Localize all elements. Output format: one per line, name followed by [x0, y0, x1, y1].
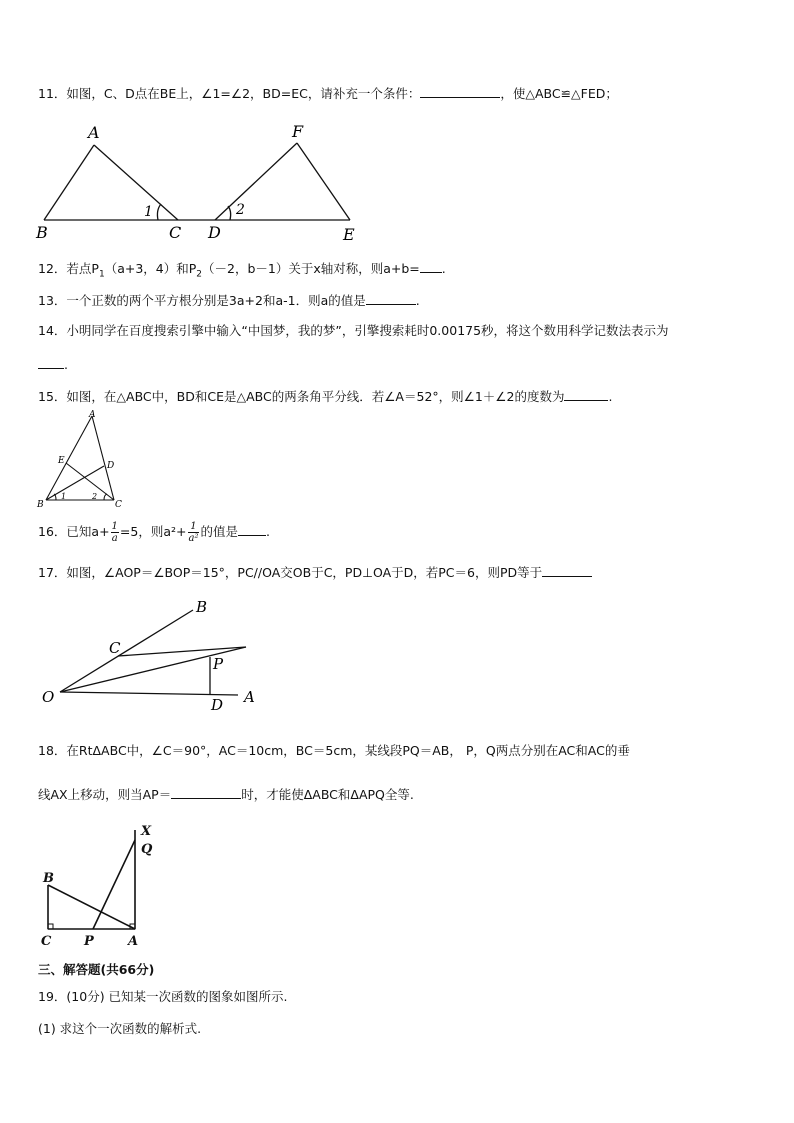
q11-figure: [30, 120, 370, 245]
section-3-title-text: 三、解答题(共66分): [38, 962, 155, 977]
q19-sub1: [38, 1020, 201, 1038]
q18-figure: [38, 822, 158, 952]
q11-answer-blank[interactable]: [420, 83, 500, 98]
q16-answer-blank[interactable]: [238, 521, 266, 536]
q18-stem-line1: 18．在RtΔABC中，∠C＝90°，AC＝10cm，BC＝5cm，某线段PQ＝AB， P，Q两点分别在AC和AC的垂: [38, 743, 630, 758]
q15-angle-1: 1: [61, 492, 67, 501]
section-3-title: [38, 961, 154, 979]
q13-answer-blank[interactable]: [366, 290, 416, 305]
q15-label-A: A: [89, 410, 96, 420]
q16-fraction-2: [188, 521, 200, 544]
q18-label-C: C: [41, 934, 52, 949]
q19-stem: 19．(10分) 已知某一次函数的图象如图所示.: [38, 989, 288, 1004]
q17-label-A: A: [244, 688, 255, 706]
q14-text-line2: [38, 354, 68, 374]
q14-stem: 14．小明同学在百度搜索引擎中输入“中国梦，我的梦”，引擎搜索耗时0.00175秒，将这个数用科学记数法表示为: [38, 323, 669, 338]
q15-label-E: E: [58, 456, 65, 466]
q15-angle-2: 2: [92, 492, 98, 501]
q17-label-D: D: [211, 696, 224, 714]
q13-text: [38, 290, 420, 310]
q17-label-B: B: [196, 598, 208, 616]
q11-angle-2: 2: [236, 202, 245, 218]
q15-end: .: [608, 389, 613, 404]
q18-text: [38, 742, 630, 760]
q17-figure: [38, 595, 278, 720]
q11-label-E: E: [343, 225, 355, 244]
q13-stem: 13．一个正数的两个平方根分别是3a+2和a-1．则a的值是: [38, 293, 366, 308]
q11-label-A: A: [88, 123, 100, 142]
q12-text: [38, 258, 446, 284]
q12-sub2: 2: [196, 269, 202, 280]
q11-label-C: C: [169, 223, 182, 242]
q15-answer-blank[interactable]: [564, 386, 608, 401]
q12-mid: （a+3，4）和P: [104, 261, 197, 276]
q13-end: .: [415, 293, 420, 308]
q16-text: [38, 520, 270, 544]
q14-answer-blank[interactable]: [38, 354, 64, 369]
q17-label-O: O: [42, 688, 55, 706]
q17-stem: 17．如图，∠AOP＝∠BOP＝15°，PC//OA交OB于C，PD⊥OA于D，若PC＝6，则PD等于: [38, 565, 543, 580]
q16-frac2-den: a²: [188, 533, 199, 544]
q19-sub1-text: (1) 求这个一次函数的解析式.: [38, 1021, 202, 1036]
q11-label-B: B: [36, 223, 48, 242]
q18-answer-blank[interactable]: [171, 784, 241, 799]
q17-label-P: P: [213, 655, 224, 673]
q17-text: [38, 562, 592, 582]
q11-angle-1: 1: [144, 204, 153, 220]
q16-end: .: [266, 524, 270, 539]
q16-post: 的值是: [200, 524, 238, 539]
q12-sub1: 1: [98, 269, 105, 280]
q16-frac1-den: a: [111, 533, 118, 544]
q17-label-C: C: [109, 639, 121, 657]
q11-stem: 11．如图，C、D点在BE上，∠1=∠2，BD=EC，请补充一个条件：: [38, 86, 421, 101]
q18-text-line2: [38, 784, 414, 804]
q18-label-P: P: [84, 934, 94, 949]
q12-end: .: [441, 261, 446, 276]
q15-label-D: D: [107, 461, 115, 471]
q17-answer-blank[interactable]: [542, 562, 592, 577]
q16-pre: 16．已知a+: [38, 524, 110, 539]
q15-figure: [34, 410, 134, 510]
q16-frac1-num: 1: [111, 521, 118, 532]
q18-label-Q: Q: [141, 842, 153, 857]
q16-fraction-1: [111, 521, 119, 544]
q18-stem-line2-post: 时，才能使ΔABC和ΔAPQ全等.: [241, 787, 414, 802]
q18-label-B: B: [43, 871, 54, 886]
q15-label-C: C: [115, 500, 122, 510]
q18-label-A: A: [128, 934, 139, 949]
q11-label-D: D: [208, 223, 221, 242]
q16-mid: =5，则a²+: [119, 524, 187, 539]
q14-end: .: [64, 357, 68, 372]
q16-frac2-num: 1: [188, 521, 200, 533]
q15-stem: 15．如图，在△ABC中，BD和CE是△ABC的两条角平分线．若∠A＝52°，则∠1＋∠2的度数为: [38, 389, 565, 404]
q14-text: [38, 322, 669, 340]
q19-text: [38, 988, 288, 1006]
q12-answer-blank[interactable]: [420, 258, 442, 273]
q11-text: [38, 83, 618, 103]
q15-label-B: B: [37, 500, 44, 510]
q15-text: [38, 386, 612, 406]
q12-post: （－2，b－1）关于x轴对称，则a+b=: [202, 261, 420, 276]
q18-label-X: X: [141, 824, 152, 839]
q18-stem-line2-pre: 线AX上移动，则当AP＝: [38, 787, 172, 802]
q11-tail: ，使△ABC≌△FED；: [500, 86, 618, 101]
q11-label-F: F: [292, 122, 304, 141]
q12-pre: 12．若点P: [38, 261, 99, 276]
